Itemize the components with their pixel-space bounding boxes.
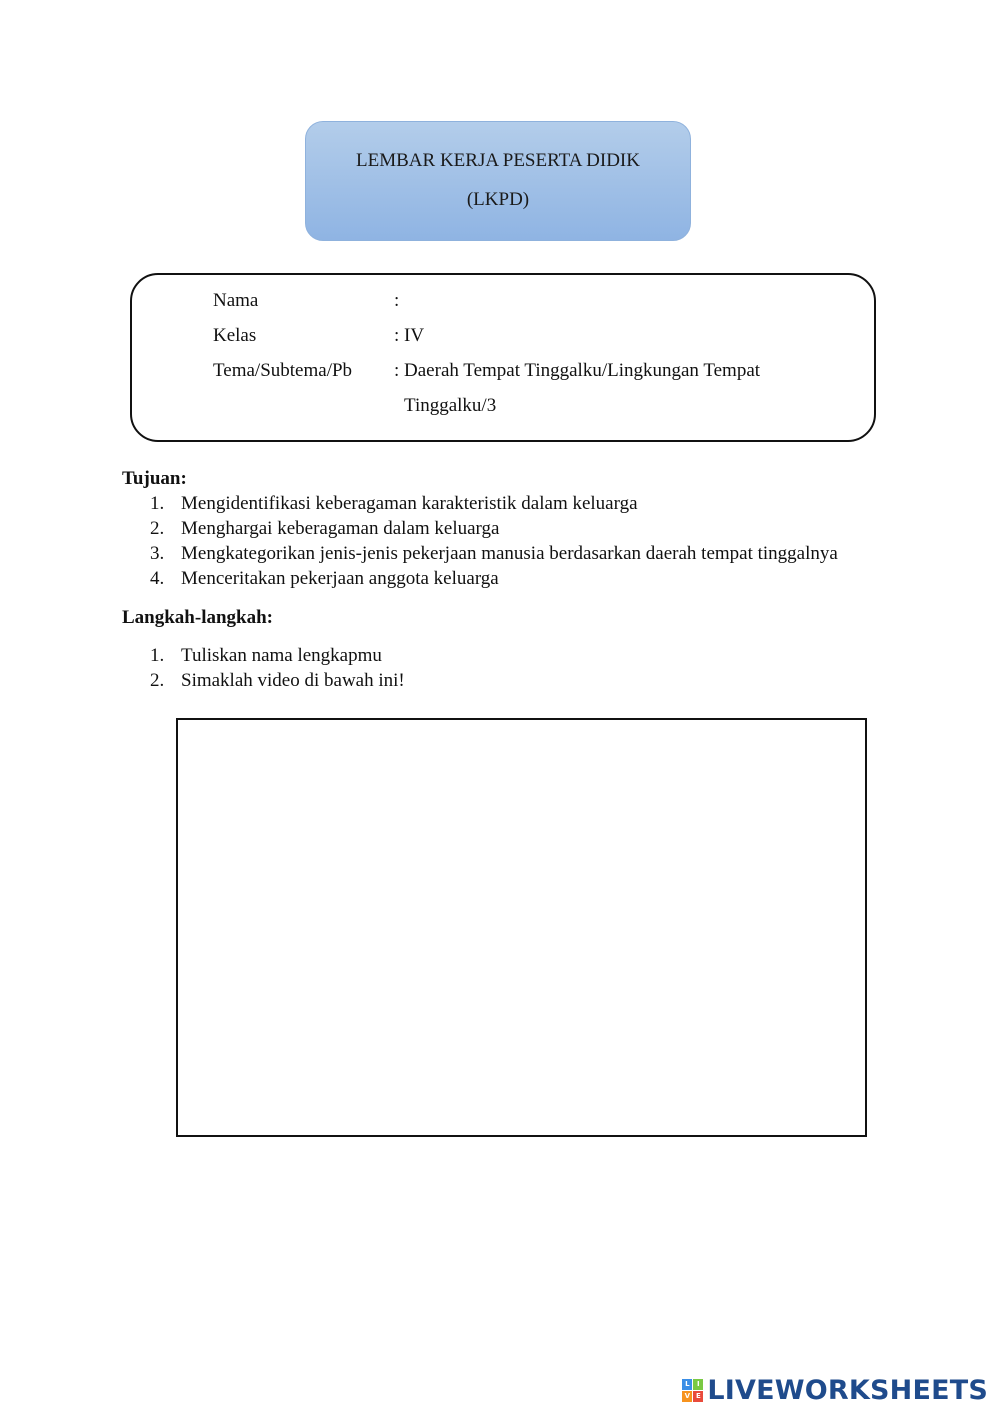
tujuan-heading: Tujuan: [122, 468, 187, 489]
kelas-value: : IV [394, 325, 425, 346]
list-number: 1. [150, 645, 165, 666]
list-number: 2. [150, 518, 165, 539]
list-text: Menceritakan pekerjaan anggota keluarga [181, 568, 499, 589]
list-number: 3. [150, 543, 165, 564]
list-number: 1. [150, 493, 165, 514]
liveworksheets-wordmark: LIVEWORKSHEETS [707, 1374, 988, 1406]
nama-label: Nama [213, 290, 259, 311]
tujuan-list [150, 491, 838, 591]
list-item [150, 491, 838, 516]
title-main: LEMBAR KERJA PESERTA DIDIK [356, 150, 640, 171]
langkah-list [150, 643, 405, 693]
logo-letter: V [682, 1391, 692, 1402]
list-text: Mengidentifikasi keberagaman karakteristik dalam keluarga [181, 493, 638, 514]
list-number: 4. [150, 568, 165, 589]
kelas-label: Kelas [213, 325, 257, 346]
list-text: Simaklah video di bawah ini! [181, 670, 405, 691]
logo-letter: I [693, 1379, 703, 1390]
liveworksheets-logo-icon [682, 1379, 703, 1402]
liveworksheets-logo [682, 1373, 988, 1407]
nama-field[interactable]: : [394, 290, 400, 311]
list-item [150, 541, 838, 566]
list-item [150, 668, 405, 693]
logo-letter: E [693, 1391, 703, 1402]
video-embed-area[interactable] [176, 718, 867, 1137]
list-item [150, 566, 838, 591]
list-text: Tuliskan nama lengkapmu [181, 645, 382, 666]
list-text: Menghargai keberagaman dalam keluarga [181, 518, 500, 539]
student-info-box [130, 273, 876, 442]
langkah-heading: Langkah-langkah: [122, 607, 274, 628]
worksheet-title-box [305, 121, 691, 241]
list-number: 2. [150, 670, 165, 691]
list-text: Mengkategorikan jenis-jenis pekerjaan manusia berdasarkan daerah tempat tinggalnya [181, 543, 838, 564]
tema-label: Tema/Subtema/Pb [213, 360, 353, 381]
list-item [150, 643, 405, 668]
tema-value-continued: Tinggalku/3 [404, 395, 497, 416]
logo-letter: L [682, 1379, 692, 1390]
tema-value: : Daerah Tempat Tinggalku/Lingkungan Tempat [394, 360, 761, 381]
list-item [150, 516, 838, 541]
title-abbreviation: (LKPD) [466, 189, 530, 210]
